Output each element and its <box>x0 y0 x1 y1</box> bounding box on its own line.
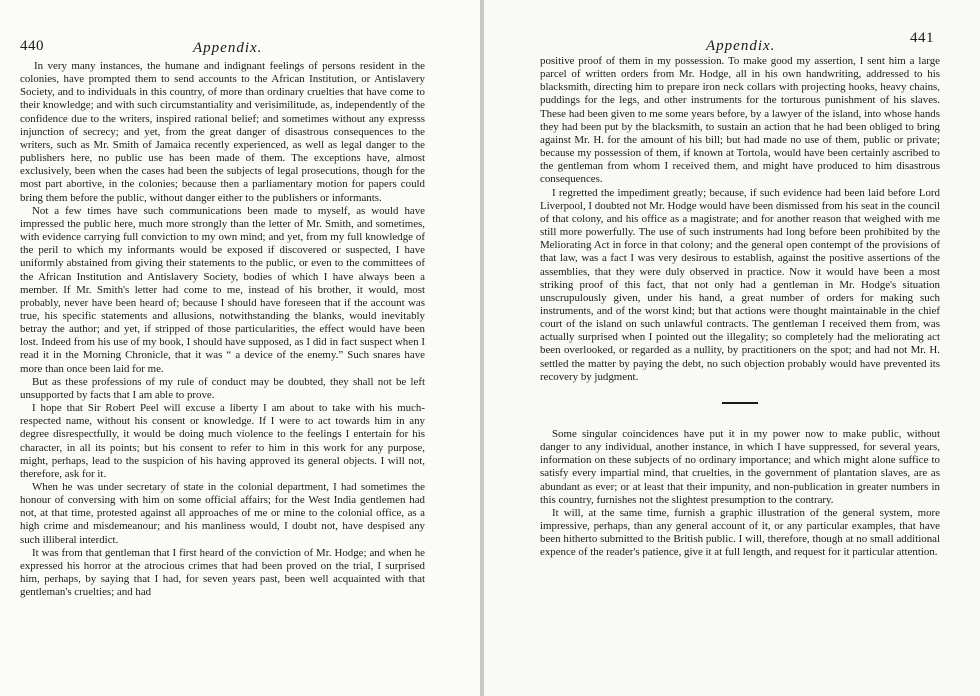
paragraph: I hope that Sir Robert Peel will excuse a liberty I am about to take with his much-respected name, without his consent or knowledge. If I were to act towards him in any degree disrespectfully, it would be doing much violence to the feelings I entertain for his character, in all its points; but his consent to refer to him in this work for any purpose, might, perhaps, lead to the suspicion of his having approved its general objects. I will not, therefore, ask for it. <box>20 402 425 480</box>
running-head: Appendix. <box>193 40 263 56</box>
paragraph: positive proof of them in my possession. To make good my assertion, I sent him a large parcel of written orders from Mr. Hodge, all in his own handwriting, addressed to his blacksmith, directing him to prepare iron neck collars with projecting hooks, heavy chains, puddings for the legs, and other instruments for the torturous punishment of his slaves. These had been given to me some years before, by a lawyer of the island, into whose hands they had been put by the blacksmith, to sustain an action that he had been obliged to bring against Mr. H. for the amount of his bill; but had made no use of them, public or private; because my possession of them, if known at Tortola, would have been certainly ascribed to the gentleman from whom I received them, and might have produced to him disastrous consequences. <box>540 55 940 186</box>
paragraph: It was from that gentleman that I first heard of the conviction of Mr. Hodge; and when he expressed his horror at the atrocious crimes that had been proved on the trial, I surprised him, perhaps, by saying that I had, for seven years past, been well acquainted with that gentleman's cruelties; and had <box>20 546 425 599</box>
right-page <box>484 0 980 696</box>
running-head: Appendix. <box>706 38 776 54</box>
paragraph: I regretted the impediment greatly; because, if such evidence had been laid before Lord Liverpool, I doubted not Mr. Hodge would have been dismissed from his seat in the council of that colony, and his office as a magistrate; and for another reason that weighed with me still more powerfully. The use of such instruments had long before been prohibited by the Meliorating Act in force in that colony; and the general open contempt of the provisions of that law, was a fact I was very desirous to establish, against the positive assertions of the assemblies, that they were duly observed in practice. Now it would have been a most striking proof of this fact, that not only had a gentleman in Mr. Hodge's situation unscrupulously given, under his hand, a great number of orders for making such instruments, and of the worst kind; but that actions were thought maintainable in the chief court of the island on such unlawful contracts. The gentleman I received them from, was actually surprised when I pointed out the illegality; so completely had the meliorating act been overlooked, or regarded as a nullity, by practitioners on the spot; and had not Mr. H. settled the matter by paying the debt, no such objection probably would have prevented its recovery by judgment. <box>540 186 940 383</box>
paragraph: But as these professions of my rule of conduct may be doubted, they shall not be left unsupported by facts that I am able to prove. <box>20 375 425 401</box>
body-text <box>20 60 425 599</box>
page-number: 441 <box>910 30 934 46</box>
left-page <box>0 0 481 696</box>
paragraph: It will, at the same time, furnish a graphic illustration of the general system, more impressive, perhaps, than any general account of it, or any particular examples, that have been hitherto submitted to the British public. I will, therefore, though at no small additional expence of the reader's patience, give it at full length, and request for it particular attention. <box>540 506 940 559</box>
paragraph: Some singular coincidences have put it in my power now to make public, without danger to any individual, another instance, in which I have suppressed, for several years, information on these subjects of no ordinary importance; and which might alone suffice to satisfy every impartial mind, that cruelties, in the government of plantation slaves, are as abundant as ever; or at least that their impunity, and non-publication in greater numbers in this country, furnishes not the slightest presumption to the contrary. <box>540 427 940 506</box>
paragraph: In very many instances, the humane and indignant feelings of persons resident in the colonies, have prompted them to send accounts to the African Institution, or Antislavery Society, and to individuals in this country, of more than ordinary cruelties that have come to their knowledge; and with such circumstantiality and verisimilitude, as, independently of the confidence due to the writers, inspired rational belief; and sometimes without any expresss injunction of secrecy; and yet, from the great danger of disastrous consequences to the writers, such as Mr. Smith of Jamaica recently experienced, as well as legal danger to the publishers here, no public use has been made of them. The exceptions have, almost exclusively, been when the cases had been the subjects of legal prosecutions, though for the most part abortive, in the colonies; because then a parliamentary motion for papers could bring them before the public, without danger either to the publishers or informants. <box>20 60 425 204</box>
paragraph: When he was under secretary of state in the colonial department, I had sometimes the honour of conversing with him on some official affairs; for the West India gentlemen had not, at that time, protested against all approaches of me or mine to the colonial office, as a high crime and misdemeanour; and his manliness would, I doubt not, have despised any such illiberal interdict. <box>20 481 425 546</box>
paragraph: Not a few times have such communications been made to myself, as would have impressed the public here, much more strongly than the letter of Mr. Smith, and sometimes, with evidence carrying full conviction to my own mind; and yet, from my full knowledge of the peril to which my informants would be exposed if discovered or suspected, I have uniformly abstained from giving their statements to the public, or even to the committees of the African Institution and Antislavery Society, bodies of which I have always been a member. If Mr. Smith's letter had come to me, instead of his brother, it would, most probably, never have been heard of; because I should have foreseen that if the account was true, his specific statements and allusions, notwithstanding the blanks, would inevitably betray the author; and yet, if stripped of those particularities, the effect would have been lost. Indeed from his use of my book, I should have supposed, as I did in fact suspect when I read it in the Morning Chronicle, that it was “ a device of the enemy.” Such snares have more than once been laid for me. <box>20 204 425 375</box>
section-divider <box>722 402 758 404</box>
page-number: 440 <box>20 38 44 54</box>
body-text <box>540 55 940 559</box>
